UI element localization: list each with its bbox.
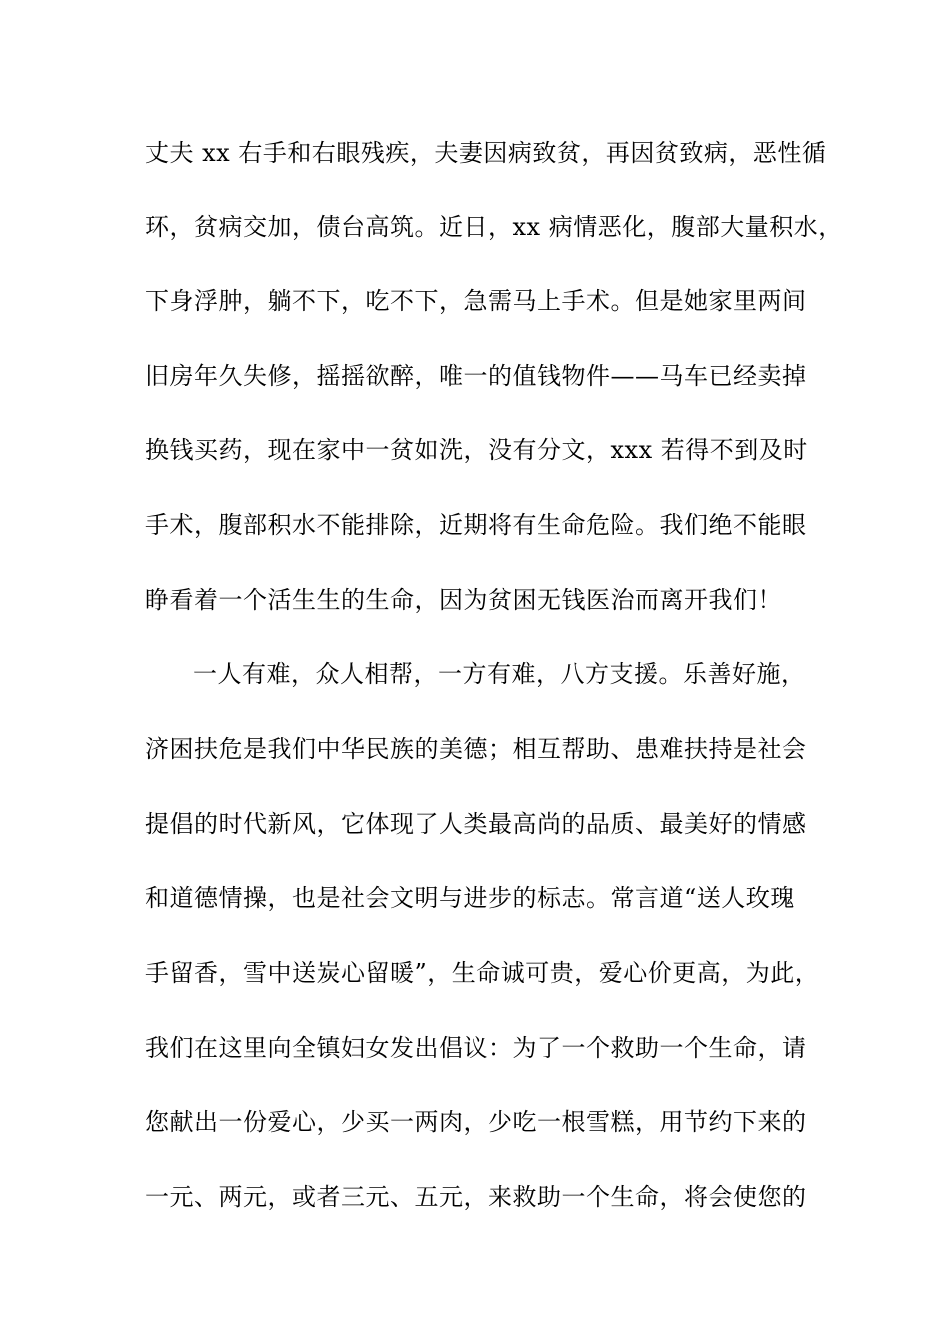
text-line: 我们在这里向全镇妇女发出倡议：为了一个救助一个生命，请	[145, 1034, 807, 1062]
text-line: 旧房年久失修，摇摇欲醉，唯一的值钱物件——马车已经卖掉	[145, 362, 807, 390]
text-line: 一元、两元，或者三元、五元，来救助一个生命，将会使您的	[145, 1183, 807, 1211]
text-line: 下身浮肿，躺不下，吃不下，急需马上手术。但是她家里两间	[145, 287, 807, 315]
text-line: 环，贫病交加，债台高筑。近日，xx 病情恶化，腹部大量积水，	[145, 213, 843, 241]
text-line: 提倡的时代新风，它体现了人类最高尚的品质、最美好的情感	[145, 810, 807, 838]
text-line: 手留香，雪中送炭心留暖”，生命诚可贵，爱心价更高，为此，	[145, 959, 820, 987]
text-line: 您献出一份爱心，少买一两肉，少吃一根雪糕，用节约下来的	[145, 1108, 807, 1136]
text-line: 和道德情操，也是社会文明与进步的标志。常言道“送人玫瑰	[145, 884, 795, 912]
text-line: 济困扶危是我们中华民族的美德；相互帮助、患难扶持是社会	[145, 735, 807, 763]
paragraph-first-line: 一人有难，众人相帮，一方有难，八方支援。乐善好施，	[193, 660, 806, 688]
text-line: 丈夫 xx 右手和右眼残疾，夫妻因病致贫，再因贫致病，恶性循	[145, 139, 827, 167]
text-line: 手术，腹部积水不能排除，近期将有生命危险。我们绝不能眼	[145, 511, 807, 539]
text-line: 换钱买药，现在家中一贫如洗，没有分文，xxx 若得不到及时	[145, 436, 808, 464]
text-line: 睁看着一个活生生的生命，因为贫困无钱医治而离开我们！	[145, 586, 782, 614]
